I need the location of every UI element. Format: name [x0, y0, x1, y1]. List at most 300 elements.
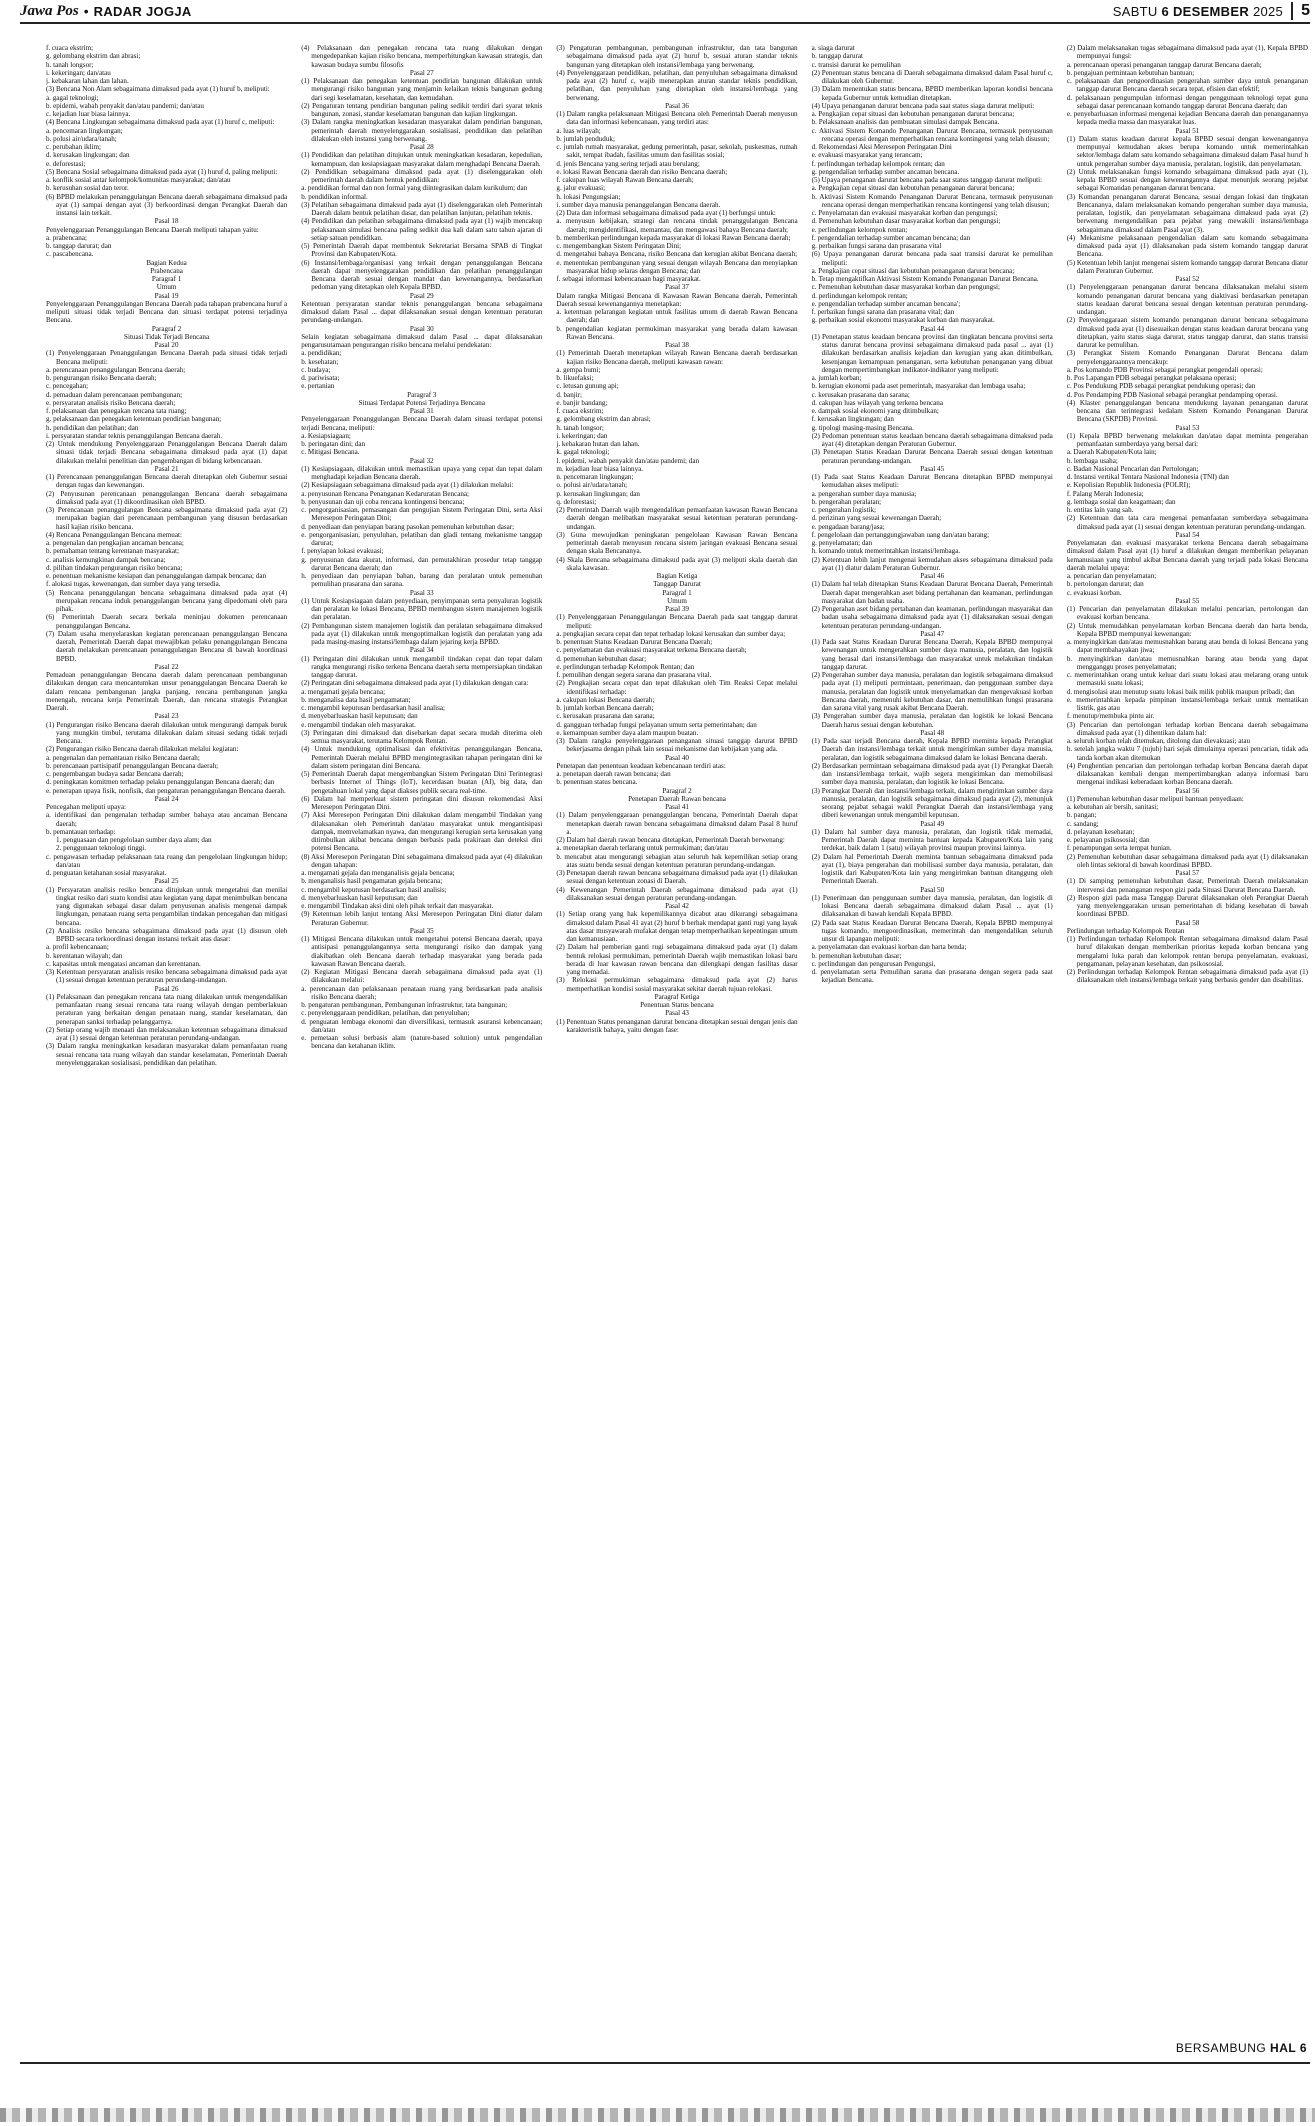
list-item: d. pelaksanaan pengumpulan informasi dengan penggunaan teknologi tepat guna sebagai dasar perencanaan komando tanggap darurat Bencana daerah; dan	[1066, 93, 1309, 110]
numbered-paragraph: (2) Perlindungan terhadap Kelompok Rentan sebagaimana dimaksud pada ayat (1) dilaksanakan oleh instansi/lembaga terkait yang berbasis gender dan disabilitas.	[1066, 968, 1309, 985]
list-item: c. Aktivasi Sistem Komando Penanganan Darurat Bencana, termasuk penyusunan rencana operasi dengan memperhatikan rencana kontingensi yang telah disusun;	[811, 126, 1053, 143]
numbered-paragraph: (3) Ketentuan persyaratan analisis resiko bencana sebagaimana dimaksud pada ayat (1) sesuai dengan ketentuan peraturan perundang-undangan.	[46, 968, 288, 985]
list-item: c. pencegahan;	[46, 382, 89, 391]
list-item: f. alokasi tugas, kewenangan, dan sumber daya yang tersedia.	[46, 580, 221, 589]
numbered-paragraph: (3) Perangkat Daerah dan instansi/lembaga terkait, dalam mengirimkan sumber daya manusia, peralatan, dan logistik sebagaimana dimaksud pada ayat (2), menunjuk seorang pejabat sebagai wakil Perangkat Daerah dan instansi/lembaga yang diberi kewenangan untuk mengambil keputusan.	[811, 786, 1053, 820]
list-item: d. penyelamatan serta Pemulihan sarana dan prasarana dengan segera pada saat kejadian Bencana.	[811, 968, 1053, 985]
list-item: c. Pemenuhan kebutuhan dasar masyarakat korban dan pengungsi;	[811, 283, 1000, 292]
list-item: g. perbaikan fungsi sarana dan prasarana vital	[811, 242, 942, 250]
list-item: i. kekeringan; dan	[556, 431, 608, 440]
list-item: a. siaga darurat	[811, 44, 855, 52]
list-item: a. perencanaan penanggulangan Bencana daerah;	[46, 365, 186, 374]
list-item: a. profil kebencanaan;	[46, 943, 109, 952]
list-item: k. gagal teknologi;	[556, 448, 610, 457]
continued-notice	[1176, 2041, 1307, 2055]
list-item: a. menyingkirkan dan/atau memusnahkan barang atau benda di lokasi Bencana yang dapat membahayakan jiwa;	[1066, 638, 1309, 655]
numbered-paragraph: (2) Dalam melaksanakan tugas sebagaimana dimaksud pada ayat (1), Kepala BPBD mempunyai fungsi:	[1066, 44, 1309, 61]
numbered-paragraph: (1) Pemenuhan kebutuhan dasar meliputi bantuan penyediaan:	[1066, 794, 1244, 803]
numbered-paragraph: (4) Bencana Lingkungan sebagaimana dimaksud pada ayat (1) huruf c, meliputi:	[46, 118, 275, 127]
article-columns	[46, 44, 1308, 2032]
numbered-paragraph: (5) Pemerintah Daerah dapat mengembangkan Sistem Peringatan Dini Terintegrasi berbasis Internet of Things (IoT), kecerdasan buatan (AI), big data, dan pengetahuan lokal yang dapat diakses publik secara real-time.	[301, 770, 543, 795]
list-item: b. pertolongan darurat; dan	[1066, 580, 1144, 589]
list-item: c. Badan Nasional Pencarian dan Pertolongan;	[1066, 464, 1199, 473]
list-item: o. polusi air/udara/tanah;	[556, 481, 628, 490]
list-item: e. pertanian	[301, 382, 335, 391]
list-item: a. cakupan lokasi Bencana daerah;	[556, 695, 655, 704]
numbered-paragraph: (7) Aksi Meresepon Peringatan Dini dilakukan dalam mengambil Tindakan yang dilaksanakan oleh Pemerintah dan/atau masyarakat untuk mengantisipasi dampak, memvelamatkan nyawa, dan mengurangi kerugian serta kerusakan yang ditimbulkan akibat bencana dengan berbasis pada prakiraan dan deteksi dini potensi Bencana.	[301, 811, 543, 853]
list-item: f. perbaikan fungsi sarana dan prasarana vital; dan	[811, 308, 955, 316]
list-item: g. gelombang ekstrim dan abrasi;	[46, 52, 141, 61]
numbered-paragraph: (1) Mitigasi Bencana dilakukan untuk mengetahui potensi Bencana daerah, upaya antisipasi penanggulangannya serta mengurangi risiko dan dampak yang diakibatkan oleh Bencana daerah terhadap masyarakat yang berada pada kawasan Rawan Bencana daerah.	[301, 935, 543, 968]
section-heading: Pasal 37	[665, 283, 689, 292]
list-item: c. transisi darurat ke pemulihan	[811, 60, 901, 69]
numbered-paragraph: (4) Penyelenggaraan pendidikan, pelatihan, dan penyuluhan sebagaimana dimaksud pada ayat (2) huruf c, wajib menerapkan aturan standar teknis pendidikan, pelatihan, dan penyuluhan yang ditetapkan oleh instansi/lembaga yang berwenang.	[556, 68, 798, 102]
numbered-paragraph: (2) Dalam hal daerah rawan bencana ditetapkan, Pemerintah Daerah berwenang:	[556, 836, 785, 844]
list-item: a. identifikasi dan pengenalan terhadap sumber bahaya atau ancaman Bencana daerah;	[46, 811, 288, 828]
body-paragraph: Pemaduan penanggulangan Bencana daerah dalam perencanaan pembangunan dilakukan dengan cara mencantumkan unsur penanggulangan Bencana Daerah ke dalam rencana pembangunan jangka panjang, rencana pembangunan jangka menengah, rencana kerja Pemerintah Daerah, dan rencana strategis Perangkat Daerah.	[46, 671, 288, 712]
list-item: c. perlindungan dan pengurusan Pengungsi,	[811, 959, 936, 968]
list-item: c. penyelamatan dan evakuasi masyarakat terkena Bencana daerah;	[556, 646, 747, 655]
list-item: d. perizinan yang sesuai kewenangan Daerah;	[811, 514, 942, 523]
numbered-paragraph: (5) Upaya penanganan darurat bencana pada saat status tanggap darurat meliputi:	[811, 176, 1043, 184]
section-heading: Pasal 50	[920, 885, 945, 894]
list-item: n. pencemaran lingkungan;	[556, 473, 634, 481]
section-heading: Pasal 47	[920, 629, 945, 638]
list-item: e. banjir bandang;	[556, 398, 608, 407]
list-item: d. cakupan luas wilayah yang terkena bencana	[811, 398, 943, 407]
numbered-paragraph: (2) Penyusunan perencanaan penanggulangan Bencana daerah sebagaimana dimaksud pada ayat (1) dikoordinasikan oleh BPBD.	[46, 489, 288, 506]
list-item: b. setelah jangka waktu 7 (tujuh) hari sejak dimulainya operasi pencarian, tidak ada tanda korban akan ditemukan	[1066, 745, 1309, 762]
list-item: b. tanggap darurat; dan	[46, 242, 112, 250]
section-heading: Pasal 53	[1175, 423, 1200, 432]
list-item: b. peringatan dini; dan	[301, 440, 366, 448]
list-item: g. penyusunan data akurat, informasi, dan pemutakhiran prosedur tetap tanggap darurat Bencana daerah; dan	[301, 555, 543, 572]
list-item: b. Pelaksanaan analisis dan pembuatan simulasi dampak Bencana.	[811, 118, 1000, 127]
body-paragraph: Perlindungan terhadap Kelompok Rentan	[1066, 926, 1185, 935]
numbered-paragraph: (2) Untuk memudahkan penyelamatan korban Bencana daerah dan harta benda, Kepala BPBD mempunyai kewenangan:	[1066, 621, 1309, 638]
section-heading: Penetapan Daerah Rawan bencana	[628, 794, 726, 803]
section-heading: Pasal 40	[665, 753, 689, 762]
list-item: d. penguatan ketahanan sosial masyarakat.	[46, 869, 167, 877]
list-item: a. pengkajian secara cepat dan tepat terhadap lokasi kerusakan dan sumber daya;	[556, 629, 786, 638]
section-heading: Penentuan Status bencana	[640, 1001, 714, 1009]
numbered-paragraph: (2) Pada saat Status Keadaan Darurat Bencana Daerah, Kepala BPBD mempunyai tugas komando, mengoordinasikan, memerintah dan mengendalikan seluruh unsur di lapangan meliputi:	[811, 918, 1053, 943]
list-item: c. kapasitas untuk mengatasi ancaman dan kerentanan.	[46, 959, 201, 968]
list-item: b. penyusunan dan uji coba rencana kontingensi bencana;	[301, 497, 465, 506]
section-heading: Pasal 29	[409, 291, 434, 300]
numbered-paragraph: (1) Penerimaan dan penggunaan sumber daya manusia, peralatan, dan logistik di lokasi Bencana daerah sebagaimana dimaksud dalam Pasal ... ayat (1) dilaksanakan di bawah kendali Kepala BPBD.	[811, 893, 1053, 919]
list-item: b. kesehatan;	[301, 357, 339, 366]
list-item: h. tanah longsor;	[556, 423, 604, 432]
section-heading: Pasal 24	[154, 794, 179, 803]
list-item: a. gempa bumi;	[556, 365, 601, 374]
numbered-paragraph: (1) Pada saat Status Keadaan Darurat Bencana Daerah, Kepala BPBD mempunyai kewenangan untuk mengerahkan sumber daya manusia, peralatan, dan logistik yang berasal dari instansi/lembaga dan masyarakat untuk melakukan tindakan tanggap darurat.	[811, 638, 1053, 671]
list-item: a. pengerahan sumber daya manusia;	[811, 489, 917, 498]
section-heading: Pasal 28	[409, 143, 434, 151]
list-item: b. epidemi, wabah penyakit dan/atau pandemi; dan/atau	[46, 101, 204, 110]
list-item: a. pencemaran lingkungan;	[46, 126, 123, 135]
list-item: b. jumlah penduduk;	[556, 134, 615, 143]
list-item: f. cuaca ekstrim;	[46, 44, 94, 52]
numbered-paragraph: (3) Dalam rangka meningkatkan kesadaran masyarakat dalam pemanfaatan ruang sesuai rencana tata ruang wilayah dan standar keselamatan, Pemerintah Daerah menyelenggarakan sosialisasi, pendidikan dan pelatihan.	[46, 1042, 288, 1067]
numbered-paragraph: (1) Kepala BPBD berwenang melakukan dan/atau dapat meminta pengerahan pemanfaatan sumberdaya yang bersal dari:	[1066, 431, 1309, 448]
numbered-paragraph: (1) Penyelenggaraan Penanggulangan Bencana Daerah pada saat tanggap darurat meliputi:	[556, 613, 798, 630]
list-item: g. gelombang ekstrim dan abrasi;	[556, 415, 651, 424]
numbered-paragraph: (1) Dalam hal sumber daya manusia, peralatan, dan logistik tidak memadai, Pemerintah Daerah dapat meminta bantuan kepada Kabupaten/Kota lain yang terdekat, baik dalam 1 (satu) wilayah provinsi maupun provinsi lainnya.	[811, 827, 1053, 853]
list-item: e. evakuasi masyarakat yang terancam;	[811, 151, 923, 160]
numbered-paragraph: (3) Pengerahan sumber daya manusia, peralatan dan logistik ke lokasi Bencana Daerah harus sesuai dengan kebutuhan.	[811, 712, 1053, 729]
numbered-paragraph: (4) Penghentian pencarian dan pertolongan terhadap korban Bencana daerah dapat dilaksanakan kembali dengan mempertimbangkan adanya informasi baru mengenai indikasi keberadaan korban Bencana daerah.	[1066, 761, 1309, 787]
list-item: h. tanah longsor;	[46, 60, 94, 69]
section-heading: Pasal 19	[154, 291, 179, 300]
section-heading: Pasal 33	[409, 588, 434, 597]
section-heading: Pasal 34	[409, 646, 434, 655]
body-paragraph: Penyelenggaraan Penanggulangan Bencana Daerah dalam situasi terdapat potensi terjadi Bencana, meliputi:	[301, 415, 543, 432]
list-item: d. perlindungan kelompok rentan;	[811, 291, 908, 300]
list-item: h. komando untuk memerintahkan instansi/lembaga.	[811, 547, 961, 556]
numbered-paragraph: (4) Upaya penanganan darurat bencana pada saat status siaga darurat meliputi:	[811, 101, 1035, 110]
section-heading: Tanggap Darurat	[653, 580, 701, 589]
list-item: a. Pengkajian cepat situasi dan kebutuhan penanganan darurat bencana;	[811, 266, 1015, 275]
numbered-paragraph: (3) Bencana Non Alam sebagaimana dimaksud pada ayat (1) huruf b, meliputi:	[46, 85, 270, 94]
list-item: e. Kepolisian Republik Indonesia (POLRI);	[1066, 481, 1191, 490]
section-heading: Pasal 38	[665, 341, 689, 349]
list-item: e. persyaratan analisis risiko Bencana daerah;	[46, 398, 176, 407]
print-color-strip	[0, 2108, 1315, 2122]
list-item: h. penyediaan dan penyiapan bahan, barang dan peralatan untuk pemenuhan pemulihan prasarana dan sarana.	[301, 572, 543, 589]
list-item: c. jumlah rumah masyarakat, gedung pemerintah, pasar, sekolah, puskesmas, rumah sakit, tempat ibadah, fasilitas umum dan fasilitas sosial;	[556, 143, 798, 160]
list-item: a. luas wilayah;	[556, 126, 601, 135]
list-item: i. persyaratan standar teknis penanggulangan Bencana daerah.	[46, 431, 223, 440]
list-item: e. deforestasi;	[46, 159, 86, 168]
list-item: a. pengenalan dan pemantauan risiko Bencana daerah;	[46, 753, 200, 762]
numbered-paragraph: (2) Pengurangan risiko Bencana daerah dilakukan melalui kegiatan:	[46, 745, 239, 754]
section-heading: Umum	[667, 596, 687, 605]
list-item: a. pendidikan;	[301, 349, 342, 358]
section-heading: Pasal 54	[1175, 530, 1200, 539]
list-item: e. pengadaan barang/jasa;	[811, 522, 885, 531]
section-heading: Pasal 43	[665, 1009, 689, 1018]
sub-list-item: 1. penguasaan dan pengelolaan sumber daya alam; dan	[56, 836, 212, 844]
numbered-paragraph: (2) Pemerintah Daerah wajib mengendalikan pemanfaatan kawasan Rawan Bencana daerah dengan melibatkan masyarakat sesuai ketentuan peraturan perundang-undangan.	[556, 506, 798, 531]
list-item: b. pemantauan terhadap:	[46, 827, 116, 836]
numbered-paragraph: (1) Dalam hal telah ditetapkan Status Keadaan Darurat Bencana Daerah, Pemerintah Daerah dapat mengerahkan aset bidang pertahanan dan keamanan, perlindungan masyarakat dan badan usaha.	[811, 580, 1053, 605]
section-heading: Pasal 42	[665, 902, 689, 910]
section-heading: Pasal 20	[154, 341, 179, 349]
section-heading: Paragraf 2	[662, 786, 692, 795]
header-date	[1113, 4, 1283, 19]
list-item: c. analisis kemungkinan dampak bencana;	[46, 555, 166, 564]
list-item: b. tanggap darurat	[811, 52, 864, 61]
list-item: c. Mitigasi Bencana.	[301, 448, 360, 457]
list-item: j. kebakaran lahan dan lahan.	[46, 77, 129, 85]
numbered-paragraph: (2) Dalam hal Pemerintah Daerah meminta bantuan sebagaimana dimaksud pada ayat (1), biaya pengerahan dan mobilisasi sumber daya manusia, peralatan, dan logistik dari Kabupaten/Kota lain yang mengirimkan bantuan ditanggung oleh Pemerintah Daerah.	[811, 852, 1053, 886]
numbered-paragraph: (3) Peringatan dini dimaksud dan disebarkan dapat secara mudah diterima oleh semua masyarakat, terutama Kelompok Rentan.	[301, 728, 543, 745]
list-item: e. pemetaan solusi berbasis alam (nature-based solution) untuk pengendalian bencana dan ketahanan iklim.	[301, 1034, 543, 1051]
numbered-paragraph: (1) Pada saat Status Keadaan Darurat Bencana ditetapkan BPBD mempunyai kemudahan akses meliputi:	[811, 473, 1053, 490]
list-item: e. pengendalian terhadap sumber ancaman bencana';	[811, 299, 961, 308]
section-heading: Pasal 23	[154, 712, 179, 721]
text-column-3	[556, 44, 797, 2032]
list-item: f. perlindungan terhadap kelompok rentan; dan	[811, 159, 945, 168]
header-day: SABTU	[1112, 3, 1158, 19]
list-item: c. kejadian luar biasa lainnya.	[46, 110, 131, 118]
list-item: j. kebakaran hutan dan lahan.	[556, 440, 640, 448]
newspaper-name: Jawa Pos	[20, 2, 79, 19]
footer-rule	[20, 2062, 1310, 2064]
list-item: a. pengenalan dan pengkajian ancaman bencana;	[46, 539, 184, 547]
numbered-paragraph: (3) Penetapan Status Keadaan Darurat Bencana Daerah sesuai dengan ketentuan peraturan perundang-undangan.	[811, 448, 1053, 465]
list-item: i. sumber daya manusia penanggulangan Bencana daerah.	[556, 200, 721, 209]
list-item: a. Kesiapsiagaan;	[301, 431, 351, 440]
section-heading: Pasal 31	[409, 407, 434, 415]
list-item: f. pengendalian terhadap sumber ancaman bencana; dan	[811, 233, 971, 242]
numbered-paragraph: (1) Dalam status keadaan darurat kepala BPBD sesuai dengan kewenangannya mempunyai kemudahan akses berupa komando untuk memerintahkan sektor/lembaga dalam satu komando sebagaimana dimaksud dalam Pasal huruf h untuk pengerahan sumber daya manusia, peralatan, logistik, dan penyelamatan.	[1066, 134, 1309, 168]
numbered-paragraph: (5) Bencana Sosial sebagaimana dimaksud pada ayat (1) huruf d, paling meliputi:	[46, 167, 278, 176]
section-heading: Pasal 46	[920, 572, 945, 580]
numbered-paragraph: (6) Dalam hal memperkuat sistem peringatan dini disusun rekomendasi Aksi Meresepon Peringatan Dini.	[301, 794, 543, 811]
list-item: a. kebutuhan air bersih, sanitasi;	[1066, 803, 1159, 811]
sub-list-item: 2. penggunaan teknologi tinggi.	[56, 844, 147, 853]
section-heading: Paragraf 1	[662, 588, 692, 597]
numbered-paragraph: (1) Pencarian dan penyelamatan dilakukan melalui pencarian, pertolongan dan evakuasi korban bencana.	[1066, 605, 1309, 622]
numbered-paragraph: (2) Penyelenggaraan sistem komando penanganan darurat bencana sebagaimana dimaksud pada ayat (1) disesuaikan dengan status keadaan darurat bencana yang ditetapkan, yaitu status siaga darurat, status tanggap darurat, dan status transisi darurat ke pemulihan.	[1066, 316, 1309, 349]
list-item: b. pengajuan permintaan kebutuhan bantuan;	[1066, 68, 1195, 77]
body-paragraph: Penyelenggaraan Penanggulangan Bencana Daerah pada tahapan prabencana huruf a meliputi situasi tidak terjadi Bencana dan situasi terdapat potensi terjadinya Bencana.	[46, 299, 288, 325]
numbered-paragraph: (1) Di samping pemenuhan kebutuhan dasar, Pemerintah Daerah melaksanakan intervensi dan penanganan respon gizi pada Situasi Darurat Bencana Daerah.	[1066, 877, 1309, 894]
numbered-paragraph: (2) Respon gizi pada masa Tanggap Darurat dilaksanakan oleh Perangkat Daerah yang menyelenggarakan urusan pemerintahan di bidang kesehatan di bawah koordinasi BPBD.	[1066, 893, 1309, 919]
list-item: a. penyusunan Rencana Penanganan Kedaruratan Bencana;	[301, 489, 470, 498]
numbered-paragraph: (3) Pencarian dan pertolongan terhadap korban Bencana daerah sebagaimana dimaksud pada ayat (1) dihentikan dalam hal:	[1066, 720, 1309, 737]
body-paragraph: Penyelamatan dan evakuasi masyarakat terkena Bencana daerah sebagaimana dimaksud dalam Pasal ayat (1) huruf a dilakukan dengan memberikan pelayanan kemanusiaan yang timbul akibat Bencana daerah yang terjadi pada lokasi Bencana daerah melalui upaya:	[1066, 539, 1309, 572]
list-item: b. kerusuhan sosial dan teror.	[46, 184, 129, 193]
numbered-paragraph: (1) Pada saat terjadi Bencana daerah, Kepala BPBD meminta kepada Perangkat Daerah dan instansi/lembaga terkait untuk mengirimkan sumber daya manusia, peralatan, dan logistik sebagaimana dimaksud dalam ke lokasi Bencana daerah.	[811, 737, 1053, 762]
list-item: f. Palang Merah Indonesia;	[1066, 489, 1144, 498]
section-heading: Pasal 58	[1175, 918, 1200, 927]
numbered-paragraph: (1) Peringatan dini dilakukan untuk mengambil tindakan cepat dan tepat dalam rangka mengurangi risiko terkena Bencana daerah serta mempersiapkan tindakan tanggap darurat.	[301, 654, 543, 679]
numbered-paragraph: (2) Dalam hal pemberian ganti rugi sebagaimana dimaksud pada ayat (1) dalam bentuk relokasi permukiman, pemerintah Daerah wajib memastikan lokasi baru berada di luar kawasan rawan bencana dan dilengkapi dengan fasilitas dasar yang memadai.	[556, 943, 798, 976]
header-year: 2025	[1252, 3, 1284, 19]
list-item: d. penguatan lembaga ekonomi dan diversifikasi, termasuk asuransi kebencanaan; dan/atau	[301, 1017, 543, 1034]
list-item: q. deforestasi;	[556, 497, 597, 506]
numbered-paragraph: (4) Kewenangan Pemerintah Daerah sebagaimana dimaksud pada ayat (1) dilaksanakan sesuai dengan peraturan perundang-undangan.	[556, 885, 798, 902]
section-heading: Bagian Ketiga	[656, 572, 698, 580]
list-item: h. pendidikan dan pelatihan; dan	[46, 423, 139, 432]
section-heading: Pasal 18	[154, 217, 179, 226]
numbered-paragraph: (2) Penentuan status bencana di Daerah sebagaimana dimaksud dalam Pasal huruf c, dilakukan oleh Gubernur.	[811, 68, 1053, 85]
list-item: g. pelaksanaan dan penegakan ketentuan pendirian bangunan;	[46, 415, 222, 424]
numbered-paragraph: (3) Komandan penanganan darurat Bencana, sesuai dengan lokasi dan tingkatan Bencananya, dalam melaksanakan komando pengerahan sumber daya manusia, peralatan, logistik, dan penyelamatan sebagaimana dimaksud pada ayat (2) berwenang mengendalikan para pejabat yang mewakili instansi/lembaga sebagaimana dimaksud dalam Pasal ayat (3).	[1066, 192, 1309, 234]
list-item: b. Pos Lapangan PDB sebagai perangkat pelaksana operasi;	[1066, 374, 1237, 382]
section-heading: Pasal 44	[920, 324, 945, 333]
numbered-paragraph: (1) Setiap orang yang hak kepemilikannya dicabut atau dikurangi sebagaimana dimaksud dalam Pasal 41 ayat (2) huruf b berhak mendapat ganti rugi yang layak atas dasar musyawarah mufakat dengan tetap memperhatikan kepentingan umum dan kemanusiaan.	[556, 910, 798, 943]
numbered-paragraph: (1) Penetapan status keadaan bencana provinsi dan tingkatan bencana provinsi serta status darurat bencana provinsi sebagaimana dimaksud pada pasal ... ayat (1) dilakukan berdasarkan analisis kejadian dan kerugian yang akan ditimbulkan, kesenjangan kemampuan penanganan, serta kebutuhan penanganan yang dibuat dengan mempertimbangkan indikator-indikator yang meliputi:	[811, 332, 1053, 374]
list-item: a. perencanaan dan pelaksanaan penataan ruang yang berdasarkan pada analisis risiko Bencana daerah;	[301, 984, 543, 1001]
list-item: b. kerugian ekonomi pada aset pemerintah, masyarakat dan lembaga usaha;	[811, 382, 1026, 391]
section-heading: Pasal 52	[1175, 275, 1200, 283]
list-item: a. pendidikan formal dan non formal yang diintegrasikan dalam kurikulum; dan	[301, 184, 528, 193]
numbered-paragraph: (1) Penyelenggaraan penanganan darurat bencana dilaksanakan melalui sistem komando penanganan darurat bencana yang diaktivasi berdasarkan penetapan status keadaan darurat bencana sesuai dengan ketentuan peraturan perundang-undangan.	[1066, 283, 1309, 316]
list-item: f. sebagai informasi kebencanaan bagi masyarakat.	[556, 275, 701, 283]
list-item: g. pengendalian terhadap sumber ancaman bencana.	[811, 167, 960, 176]
list-item: d. gangguan terhadap fungsi pelayanan umum serta pemerintahan; dan	[556, 720, 757, 729]
list-item: d. pemenuhan kebutuhan dasar;	[556, 654, 647, 663]
list-item: e. perlindungan kelompok rentan;	[811, 225, 908, 234]
section-heading: Pasal 39	[665, 605, 689, 613]
section-heading: Paragraf 2	[151, 324, 182, 333]
numbered-paragraph: (8) Aksi Meresepon Peringatan Dini sebagaimana dimaksud pada ayat (4) dilakukan dengan tahapan:	[301, 852, 543, 869]
numbered-paragraph: (1) Pemerintah Daerah menetapkan wilayah Rawan Bencana daerah berdasarkan kajian risiko Bencana daerah, meliputi kawasan rawan:	[556, 349, 798, 366]
list-item: d. mengetahui bahaya Bencana, risiko Bencana dan kerugian akibat Bencana daerah;	[556, 250, 798, 259]
numbered-paragraph: (2) Pendidikan sebagaimana dimaksud pada ayat (1) diselenggarakan oleh pemerintah daerah dalam bentuk pendidikan:	[301, 167, 543, 184]
numbered-paragraph: (1) Perlindungan terhadap Kelompok Rentan sebagaimana dimaksud dalam Pasal huruf dilakukan dengan memberikan prioritas kepada korban bencana yang mengalami luka parah dan kelompok rentan berupa penyelamatan, evakuasi, pengamanan, pelayanan kesehatan, dan psikososial.	[1066, 935, 1309, 968]
body-paragraph: Pencegahan meliputi upaya:	[46, 803, 126, 811]
list-item: c. kerusakan prasarana dan sarana;	[556, 712, 655, 721]
list-item: a. jumlah korban;	[811, 374, 862, 382]
list-item: d. pariwisata;	[301, 374, 340, 382]
list-item: i. kekeringan; dan/atau	[46, 68, 111, 77]
list-item: d. jenis Bencana yang sering terjadi atau berulang;	[556, 159, 700, 168]
list-item: d. mengisolasi atau menutup suatu lokasi baik milik publik maupun pribadi; dan	[1066, 687, 1295, 696]
body-paragraph: Penetapan dan penentuan keadaan kebencanaan terdiri atas:	[556, 761, 726, 770]
numbered-paragraph: (1) Kesiapsiagaan, dilakukan untuk memastikan upaya yang cepat dan tepat dalam menghadapi kejadian Bencana daerah.	[301, 464, 543, 481]
list-item: d. kerusakan lingkungan; dan	[46, 151, 130, 160]
section-heading: Bagian Kedua	[146, 258, 187, 267]
list-item: c. kerusakan prasarana dan sarana;	[811, 390, 910, 399]
list-item: e. dampak sosial ekonomi yang ditimbulkan;	[811, 407, 939, 415]
numbered-paragraph: (2) Ketentuan lebih lanjut mengenai kemudahan akses sebagaimana dimaksud pada ayat (1) diatur dalam Peraturan Gubernur.	[811, 555, 1053, 572]
numbered-paragraph: (5) Rencana penanggulangan bencana sebagaimana dimaksud pada ayat (4) merupakan rencana induk penanggulangan bencana yang dipedomani oleh para pihak.	[46, 588, 288, 613]
numbered-paragraph: (1) Perencanaan penanggulangan Bencana daerah ditetapkan oleh Gubernur sesuai dengan tugas dan kewenangan.	[46, 473, 288, 490]
list-item: g. penyelamatan; dan	[811, 539, 873, 547]
list-item: b. likuefaksi;	[556, 374, 594, 382]
list-item: g. lembaga sosial dan keagamaan; dan	[1066, 497, 1176, 506]
list-item: c. Pos Pendukung PDB sebagai perangkat pendukung operasi; dan	[1066, 382, 1256, 391]
numbered-paragraph: (6) BPBD melakukan penanggulangan Bencana daerah sebagaimana dimaksud pada ayat (1) sampai dengan ayat (3) berkoordinasi dengan Perangkat Daerah dan instansi lain terkait.	[46, 192, 288, 217]
list-item: d. Rekomendasi Aksi Meresepon Peringatan Dini	[811, 143, 952, 151]
list-item: c. mengambil keputusan berdasarkan hasil analisis;	[301, 885, 447, 894]
list-item: d. pemaduan dalam perencanaan pembangunan;	[46, 390, 183, 399]
list-item: c. pengawasan terhadap pelaksanaan tata ruang dan pengelolaan lingkungan hidup; dan/atau	[46, 852, 288, 869]
list-item: d. Instansi vertikal Tentara Nasional Indonesia (TNI) dan	[1066, 473, 1229, 481]
numbered-paragraph: (5) Pemerintah Daerah dapat membentuk Sekretariat Bersama SPAB di Tingkat Provinsi dan Kabupaten/Kota.	[301, 242, 543, 259]
section-heading: Paragraf 1	[151, 275, 182, 283]
list-item: f. penyiapan lokasi evakuasi;	[301, 547, 384, 556]
section-heading: Pasal 32	[409, 456, 434, 465]
body-paragraph: Ketentuan persyaratan standar teknis penanggulangan bencana sebagaimana dimaksud dalam Pasal ... dapat dilaksanakan sesuai dengan ketentuan peraturan perundang-undangan.	[301, 299, 543, 325]
list-item: a. konflik sosial antar kelompok/komunitas masyarakat; dan/atau	[46, 176, 231, 184]
section-heading: Umum	[156, 283, 177, 292]
list-item: e. memerintahkan kepada pimpinan instansi/lembaga terkait untuk mematikan listrik, gas atau	[1066, 695, 1309, 712]
section-heading: Paragraf 3	[407, 390, 437, 399]
section-heading: Situasi Terdapat Potensi Terjadinya Bencana	[358, 398, 485, 407]
numbered-paragraph: (4) Pendidikan dan pelatihan sebagaimana dimaksud pada ayat (1) wajib mencakup pelaksanaan simulasi bencana paling sedikit dua kali dalam satu tahun ajaran di setiap satuan pendidikan.	[301, 217, 543, 242]
list-item: b. kerentanan wilayah; dan	[46, 951, 123, 960]
list-item: e. penerapan upaya fisik, nonfisik, dan pengaturan penanggulangan Bencana daerah.	[46, 786, 286, 795]
list-item: c. penyelenggaraan pendidikan, pelatihan, dan penyuluhan;	[301, 1009, 470, 1018]
numbered-paragraph: (4) Klaster penanggulangan bencana mendukung layanan penanganan darurat bencana dan terintegrasi kedalam Sistem Komando Penanganan Darurat Bencana (SKPDB) Provinsi.	[1066, 398, 1309, 424]
numbered-paragraph: (1) Penyelenggaraan Penanggulangan Bencana Daerah pada situasi tidak terjadi Bencana meliputi:	[46, 349, 288, 366]
list-item: c. pengerahan logistik;	[811, 506, 877, 514]
list-item: b. pengaturan pembangunan, Pembangunan infrastruktur, tata bangunan;	[301, 1001, 508, 1009]
numbered-paragraph: (3) Dalam menentukan status bencana, BPBD memberikan laporan kondisi bencana kepada Gubernur untuk kemudian ditetapkan.	[811, 85, 1053, 102]
numbered-paragraph: (1) Persyaratan analisis resiko bencana ditujukan untuk mengetahui dan menilai tingkat resiko dari suatu kondisi atau kegiatan yang dapat menimbulkan bencana yang digunakan sebagai dasar dalam penyusunan analisis mengenai dampak lingkungan, penataan ruang serta pengambilan tindakan pencegahan dan mitigasi bencana.	[46, 885, 288, 927]
header-date-value: 6 DESEMBER	[1161, 3, 1250, 19]
section-heading: Pasal 35	[409, 926, 434, 935]
numbered-paragraph: (3) Dalam rangka meningkatkan kesadaran masyarakat dalam pendirian bangunan, pemerintah daerah menyelenggarakan sosialisasi, pendidikan dan pelatihan dilakukan oleh instansi yang berwenang.	[301, 118, 543, 143]
list-item: c. evakuasi korban.	[1066, 588, 1122, 597]
list-item: b. jumlah korban Bencana daerah;	[556, 704, 654, 712]
numbered-paragraph: (6) Pemerintah Daerah secara berkala meninjau dokumen perencanaan penanggulangan Bencana.	[46, 613, 288, 630]
numbered-paragraph: (1) Dalam penyelenggaraan penanggulangan bencana, Pemerintah Daerah dapat menetapkan daerah rawan bencana sebagaimana dimaksud dalam Pasal 8 huruf a.	[556, 811, 798, 836]
numbered-paragraph: (2) Pengerahan aset bidang pertahanan dan keamanan, perlindungan masyarakat dan badan usaha sebagaimana dimaksud pada ayat (1) dilaksanakan sesuai dengan ketentuan peraturan perundang-undangan.	[811, 605, 1053, 630]
list-item: a. perencanaan operasi penanganan tanggap darurat Bencana daerah;	[1066, 60, 1262, 69]
section-heading: Pasal 55	[1175, 596, 1200, 605]
list-item: b. penentuan status bencana.	[556, 778, 638, 787]
list-item: a. menetapkan daerah terlarang untuk permukiman; dan/atau	[556, 844, 729, 853]
list-item: d. banjir;	[556, 390, 583, 399]
section-heading: Paragraf Ketiga	[654, 992, 700, 1001]
numbered-paragraph: (4) Rencana Penanggulangan Bencana memuat:	[46, 530, 182, 539]
numbered-paragraph: (2) Ketentuan dan tata cara mengenai pemanfaatan sumberdaya sebagaimana dimaksud pada ayat (1) sesuai dengan ketentuan peraturan perundang-undangan.	[1066, 514, 1309, 531]
numbered-paragraph: (3) Penetapan daerah rawan bencana sebagaimana dimaksud pada ayat (1) dilakukan sesuai dengan ketentuan zonasi di Daerah.	[556, 869, 798, 886]
numbered-paragraph: (2) Analisis resiko bencana sebagaimana dimaksud pada ayat (1) disusun oleh BPBD secara terkoordinasi dengan instansi terkait atas dasar:	[46, 926, 288, 943]
list-item: a. menyusun kebijakan, strategi dan rencana tindak penanggulangan Bencana daerah; mengidentifikasi, memantau, dan mengawasi bahaya Bencana daerah;	[556, 217, 798, 234]
numbered-paragraph: (2) Pengkajian secara cepat dan tepat dilakukan oleh Tim Reaksi Cepat melalui identifikasi terhadap:	[556, 679, 798, 696]
list-item: c. pelaksanaan dan pengoordinasian pengerahan sumber daya untuk penanganan tanggap darurat Bencana daerah secara tepat, efisien dan efektif;	[1066, 77, 1309, 94]
section-heading: Pasal 27	[409, 68, 434, 77]
list-item: b. pangan;	[1066, 811, 1097, 820]
numbered-paragraph: (2) Pembangunan sistem manajemen logistik dan peralatan sebagaimana dimaksud pada ayat (1) dilakukan untuk mengoptimalkan logistik dan peralatan yang ada pada masing-masing instansi/lembaga dalam jejaring kerja BPBD.	[301, 621, 543, 646]
numbered-paragraph: (4) Skala Bencana sebagaimana dimaksud pada ayat (3) meliputi skala daerah dan skala kawasan.	[556, 555, 798, 572]
header-separator-dot: •	[83, 3, 89, 19]
list-item: a. prabencana;	[46, 233, 87, 242]
list-item: g. perbaikan sosial ekonomi masyarakat korban dan masyarakat.	[811, 316, 995, 325]
list-item: a. Pengkajian cepat situasi dan kebutuhan penanganan darurat bencana;	[811, 184, 1015, 193]
page-number: 5	[1291, 2, 1310, 20]
list-item: g. tipologi masing-masing Bencana.	[811, 423, 914, 432]
section-heading: Prabencana	[150, 266, 183, 275]
section-heading: Pasal 48	[920, 728, 945, 737]
numbered-paragraph: (1) Untuk Kesiapsiagaan dalam penyediaan, penyimpanan serta penyaluran logistik dan peralatan ke lokasi Bencana, BPBD membangun sistem manajemen logistik dan peralatan.	[301, 596, 543, 622]
body-paragraph: Penyelenggaraan Penanggulangan Bencana Daerah meliputi tahapan yaitu:	[46, 225, 259, 234]
numbered-paragraph: (2) Setiap orang wajib menaati dan melaksanakan ketentuan sebagaimana dimaksud ayat (1) sesuai dengan ketentuan peraturan perundang-undangan.	[46, 1025, 288, 1042]
list-item: b. menyingkirkan dan/atau memusnahkan barang atau benda yang dapat mengganggu proses penyelamatan;	[1066, 654, 1309, 671]
list-item: b. mencabut atau mengurangi sebagian atau seluruh hak kepemilikan setiap orang atas suatu benda sesuai dengan ketentuan peraturan perundang-undangan.	[556, 852, 798, 869]
list-item: e. mengambil tindakan oleh masyarakat.	[301, 720, 416, 729]
section-heading: Situasi Tidak Terjadi Bencana	[124, 332, 210, 341]
list-item: c. letusan gunung api;	[556, 382, 619, 391]
list-item: e. pengorganisasian, penyuluhan, pelatihan dan gladi tentang mekanisme tanggap darurat;	[301, 530, 543, 547]
list-item: b. pengurangan risiko Bencana daerah;	[46, 374, 157, 382]
numbered-paragraph: (3) Dalam rangka penyelenggaraan penanganan situasi tanggap darurat BPBD bekerjasama dengan pihak lain sesuai mekanisme dan kebijakan yang ada.	[556, 737, 798, 754]
section-heading: Pasal 57	[1175, 869, 1200, 877]
numbered-paragraph: (9) Ketentuan lebih lanjut tentang Aksi Meresepon Peringatan Dini diatur dalam Peraturan Gubernur.	[301, 910, 543, 927]
list-item: l. epidemi, wabah penyakit dan/atau pandemi; dan	[556, 456, 700, 465]
list-item: c. pascabencana.	[46, 250, 94, 259]
section-heading: Pasal 26	[154, 984, 179, 993]
numbered-paragraph: (2) Untuk melaksanakan fungsi komando sebagaimana dimaksud pada ayat (1), kepala BPBD sesuai dengan kewenangannya dapat menunjuk seorang pejabat sebagai Komandan penanganan darurat bencana.	[1066, 167, 1309, 193]
list-item: a. Pos komando PDB Provinsi sebagai perangkat pengendali operasi;	[1066, 365, 1263, 374]
numbered-paragraph: (2) Kesiapsiagaan sebagaimana dimaksud pada ayat (1) dilakukan melalui:	[301, 481, 514, 490]
numbered-paragraph: (2) Berdasarkan permintaan sebagaimana dimaksud pada ayat (1) Perangkat Daerah dan instansi/lembaga terkait, wajib segera mengirimkan dan memobilisasi sumber daya manusia, peralatan, dan logistik ke lokasi Bencana.	[811, 761, 1053, 787]
list-item: f. kerusakan lingkungan; dan	[811, 415, 894, 424]
section-heading: Pasal 45	[920, 464, 945, 473]
list-item: f. penampungan serta tempat hunian.	[1066, 844, 1172, 853]
list-item: g. jalur evakuasi;	[556, 184, 606, 193]
list-item: f. menutup/membuka pintu air.	[1066, 712, 1155, 721]
text-column-4	[812, 44, 1053, 2032]
